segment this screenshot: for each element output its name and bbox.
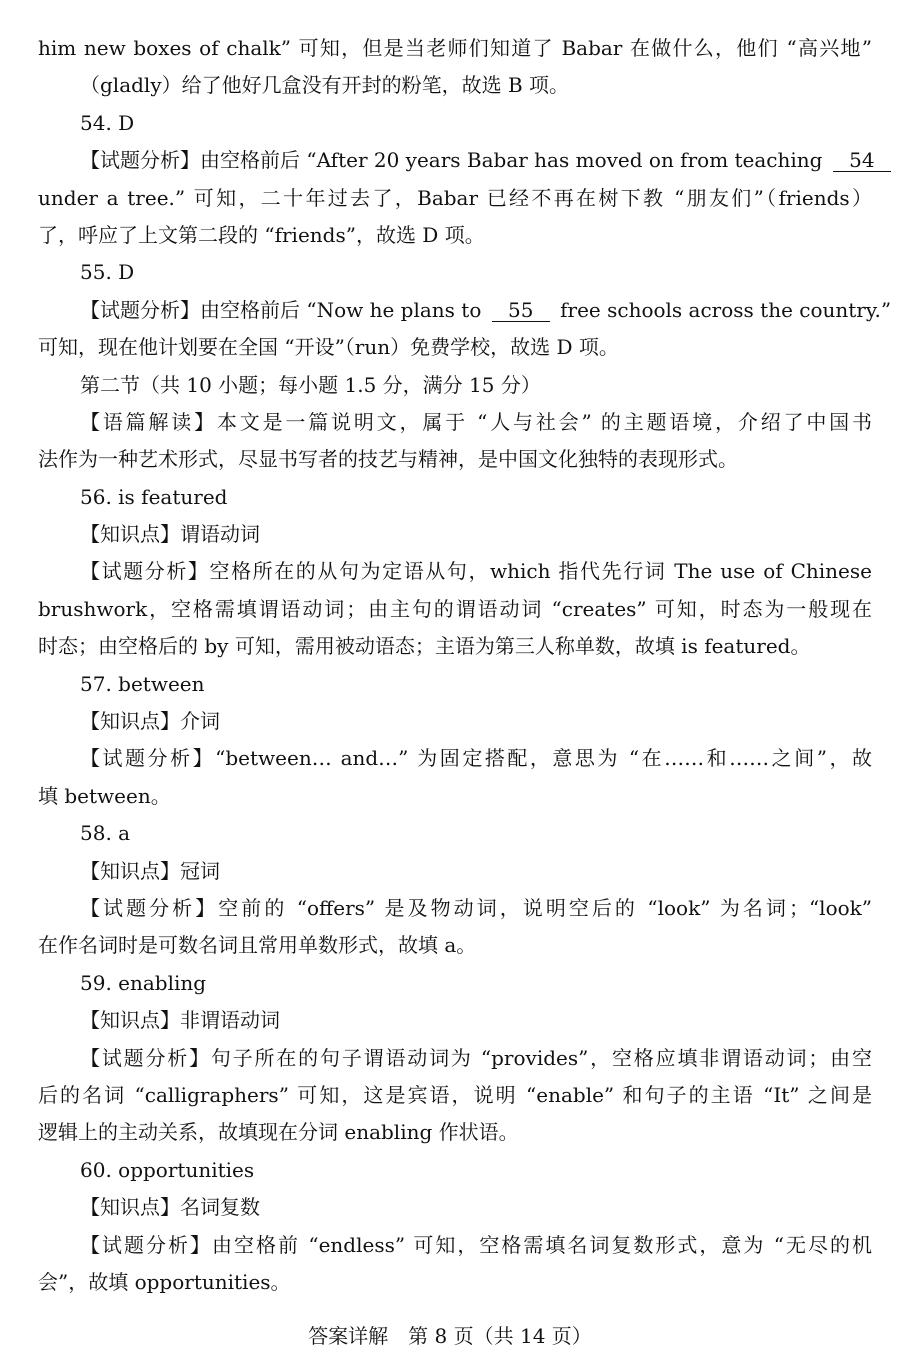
text-line: 【试题分析】句子所在的句子谓语动词为 “provides”，空格应填非谓语动词；由空 <box>80 1045 872 1070</box>
text-line: 法作为一种艺术形式，尽显书写者的技艺与精神，是中国文化独特的表现形式。 <box>38 447 738 472</box>
question-number: 58. a <box>80 821 131 846</box>
knowledge-point: 【知识点】名词复数 <box>80 1195 260 1220</box>
section-heading: 第二节（共 10 小题；每小题 1.5 分，满分 15 分） <box>80 372 541 397</box>
text-line: 了，呼应了上文第二段的 “friends”，故选 D 项。 <box>38 222 485 247</box>
knowledge-point: 【知识点】非谓语动词 <box>80 1008 280 1033</box>
text-line: （gladly）给了他好几盒没有开封的粉笔，故选 B 项。 <box>80 73 570 98</box>
analysis-line <box>38 292 892 329</box>
text-line: 会”，故填 opportunities。 <box>38 1269 291 1294</box>
text-line: 【试题分析】“between… and…” 为固定搭配，意思为 “在……和……之间”，故 <box>80 746 872 771</box>
analysis-text: 【试题分析】由空格前后 “After 20 years Babar has moved on from teaching <box>80 148 823 173</box>
text-line: under a tree.” 可知，二十年过去了，Babar 已经不再在树下教 “朋友们”（friends） <box>38 185 872 210</box>
analysis-text: 【试题分析】由空格前后 “Now he plans to <box>80 297 482 322</box>
question-number: 56. is featured <box>80 484 228 509</box>
text-line: 【语篇解读】本文是一篇说明文，属于 “人与社会” 的主题语境，介绍了中国书 <box>80 409 872 434</box>
blank-54: 54 <box>833 149 891 172</box>
text-line: 填 between。 <box>38 783 171 808</box>
text-line: 【试题分析】空格所在的从句为定语从句，which 指代先行词 The use of Chinese <box>80 559 872 584</box>
text-line: 【试题分析】空前的 “offers” 是及物动词，说明空后的 “look” 为名词；“look” <box>80 895 872 920</box>
question-number: 60. opportunities <box>80 1157 255 1182</box>
text-line: brushwork，空格需填谓语动词；由主句的谓语动词 “creates” 可知，时态为一般现在 <box>38 596 872 621</box>
question-number: 57. between <box>80 671 205 696</box>
knowledge-point: 【知识点】冠词 <box>80 858 220 883</box>
page-footer: 答案详解 第 8 页（共 14 页） <box>308 1324 592 1348</box>
knowledge-point: 【知识点】介词 <box>80 709 220 734</box>
analysis-text-tail: free schools across the country.” <box>560 297 892 322</box>
question-number: 55. D <box>80 260 135 285</box>
text-line: 【试题分析】由空格前 “endless” 可知，空格需填名词复数形式，意为 “无尽的机 <box>80 1232 872 1257</box>
text-line: 时态；由空格后的 by 可知，需用被动语态；主语为第三人称单数，故填 is featured。 <box>38 634 811 659</box>
text-line: 在作名词时是可数名词且常用单数形式，故填 a。 <box>38 933 477 958</box>
blank-55: 55 <box>492 299 550 322</box>
question-number: 59. enabling <box>80 970 207 995</box>
text-line: 可知，现在他计划要在全国 “开设”（run）免费学校，故选 D 项。 <box>38 335 619 360</box>
text-line: 后的名词 “calligraphers” 可知，这是宾语，说明 “enable” 和句子的主语 “It” 之间是 <box>38 1082 872 1107</box>
knowledge-point: 【知识点】谓语动词 <box>80 522 260 547</box>
analysis-line <box>38 142 875 179</box>
question-number: 54. D <box>80 110 135 135</box>
text-line: him new boxes of chalk” 可知，但是当老师们知道了 Babar 在做什么，他们 “高兴地” <box>38 36 872 60</box>
text-line: 逻辑上的主动关系，故填现在分词 enabling 作状语。 <box>38 1120 519 1145</box>
